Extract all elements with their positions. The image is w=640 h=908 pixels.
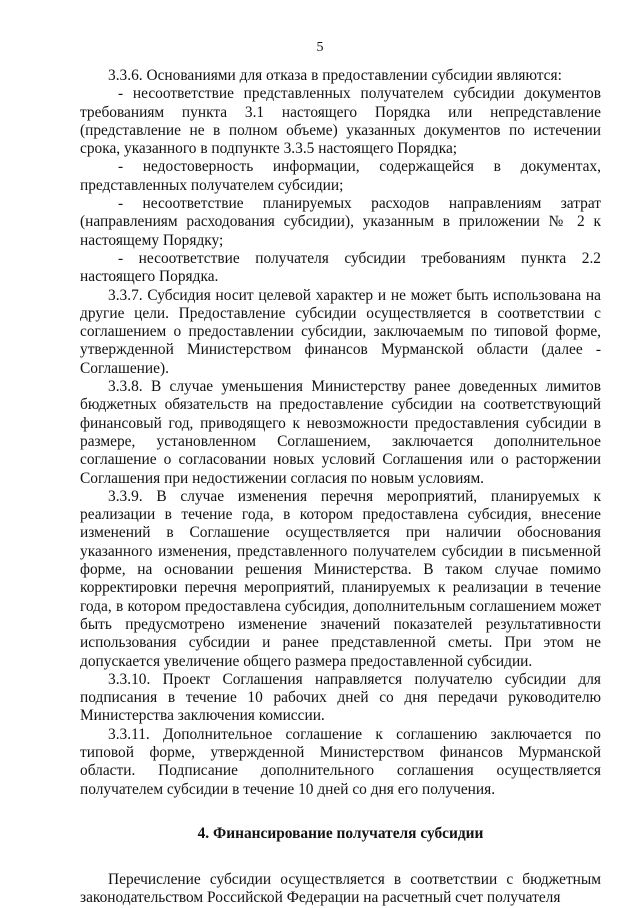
list-item-refusal-reason: - несоответствие планируемых расходов направлениям затрат (направлениям расходования субсидии), указанным в приложении № 2 к настоящему Порядку; bbox=[80, 195, 601, 249]
paragraph-3-3-8: 3.3.8. В случае уменьшения Министерству ранее доведенных лимитов бюджетных обязательств на предоставление субсидии на соответствующий финансовый год, приводящего к невозможности предоставления субсидии в размере, установленном Соглашением, заключается дополнительное соглашение о согласовании новых условий Соглашения или о расторжении Соглашения при недостижении согласия по новым условиям. bbox=[80, 378, 601, 487]
paragraph-section-4: Перечисление субсидии осуществляется в соответствии с бюджетным законодательством Российской Федерации на расчетный счет получателя bbox=[80, 871, 601, 907]
page-number: 5 bbox=[316, 40, 324, 55]
list-item-refusal-reason: - недостоверность информации, содержащейся в документах, представленных получателем субсидии; bbox=[80, 158, 601, 194]
list-item-refusal-reason: - несоответствие представленных получателем субсидии документов требованиям пункта 3.1 настоящего Порядка или непредставление (представление не в полном объеме) указанных документов по истечении срока, указанного в подпункте 3.3.5 настоящего Порядка; bbox=[80, 85, 601, 158]
paragraph-3-3-10: 3.3.10. Проект Соглашения направляется получателю субсидии для подписания в течение 10 рабочих дней со дня передачи руководителю Министерства заключения комиссии. bbox=[80, 670, 601, 725]
paragraph-3-3-7: 3.3.7. Субсидия носит целевой характер и не может быть использована на другие цели. Предоставление субсидии осуществляется в соответствии с соглашением о предоставлении субсидии, заключаемым по типовой форме, утвержденной Министерством финансов Мурманской области (далее - Соглашение). bbox=[80, 286, 601, 377]
paragraph-3-3-9: 3.3.9. В случае изменения перечня мероприятий, планируемых к реализации в течение года, в котором предоставлена субсидия, внесение изменений в Соглашение осуществляется при наличии обоснования указанного изменения, представленного получателем субсидии в письменной форме, на основании решения Министерства. В таком случае помимо корректировки перечня мероприятий, планируемых к реализации в течение года, в котором предоставлена субсидия, дополнительным соглашением может быть предусмотрено изменение значений показателей результативности использования субсидии и ранее представленной сметы. При этом не допускается увеличение общего размера предоставленной субсидии. bbox=[80, 487, 601, 670]
document-body bbox=[80, 67, 601, 908]
list-item-refusal-reason: - несоответствие получателя субсидии требованиям пункта 2.2 настоящего Порядка. bbox=[80, 249, 601, 286]
paragraph-3-3-11: 3.3.11. Дополнительное соглашение к соглашению заключается по типовой форме, утвержденной Министерством финансов Мурманской области. Подписание дополнительного соглашения осуществляется получателем субсидии в течение 10 дней со дня его получения. bbox=[80, 725, 601, 798]
paragraph-3-3-6: 3.3.6. Основаниями для отказа в предоставлении субсидии являются: bbox=[108, 67, 562, 84]
section-heading: 4. Финансирование получателя субсидии bbox=[197, 824, 484, 842]
